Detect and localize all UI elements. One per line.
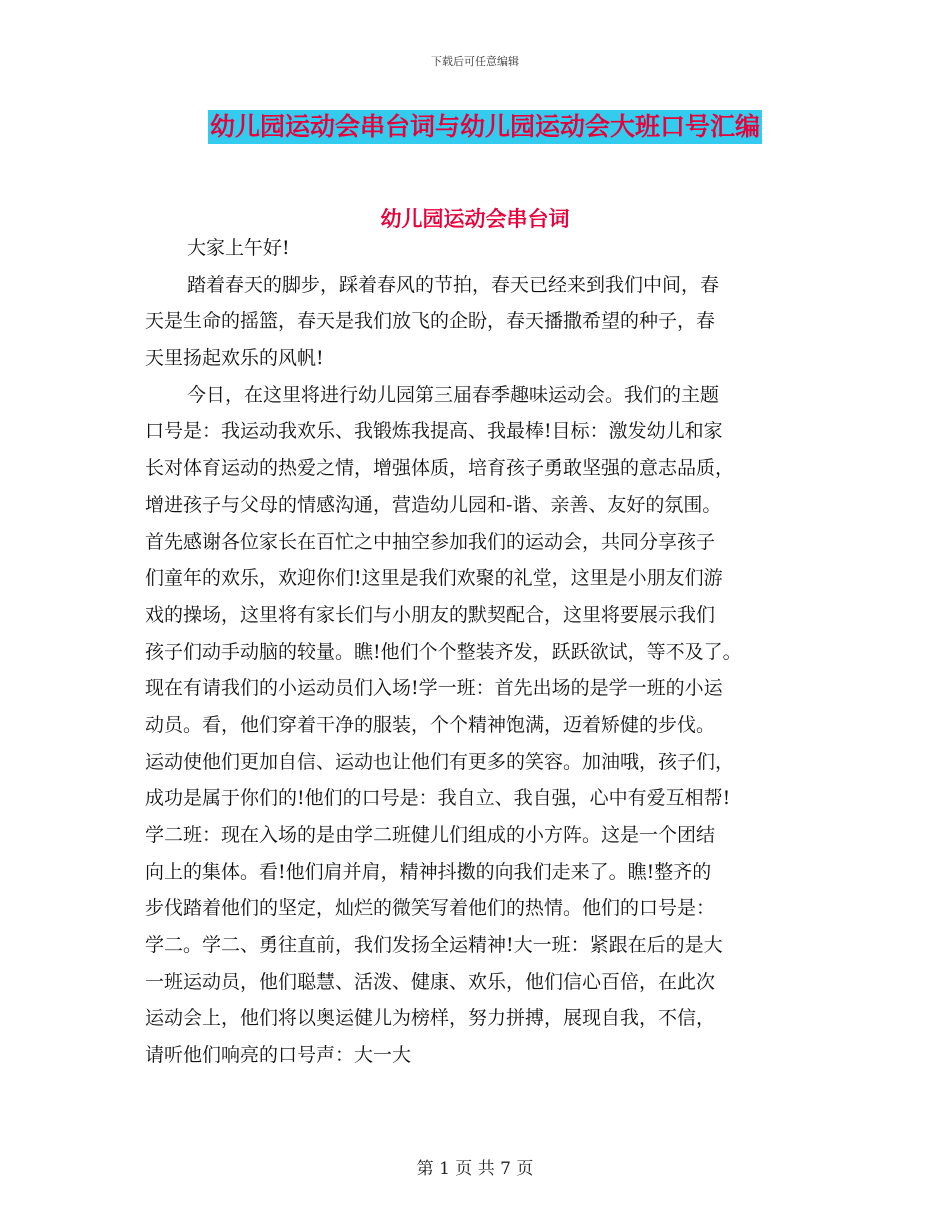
paragraph-line: 今日，在这里将进行幼儿园第三届春季趣味运动会。我们的主题: [187, 383, 720, 406]
paragraph-line: 向上的集体。看!他们肩并肩，精神抖擞的向我们走来了。瞧!整齐的: [145, 860, 712, 883]
body-text: [145, 230, 835, 1074]
section-title: 幼儿园运动会串台词: [380, 207, 570, 231]
paragraph-line: 天里扬起欢乐的风帆!: [145, 347, 324, 370]
paragraph-line: 学二班：现在入场的是由学二班健儿们组成的小方阵。这是一个团结: [145, 824, 716, 846]
paragraph-line: 学二。学二、勇往直前，我们发扬全运精神!大一班：紧跟在后的是大: [145, 934, 723, 957]
paragraph-line: 增进孩子与父母的情感沟通，营造幼儿园和-谐、亲善、友好的氛围。: [145, 493, 722, 516]
paragraph-line: 口号是：我运动我欢乐、我锻炼我提高、我最棒!目标：激发幼儿和家: [145, 420, 723, 443]
paragraph-line: 运动会上，他们将以奥运健儿为榜样，努力拼搏，展现自我，不信，: [145, 1007, 716, 1030]
paragraph-line: 首先感谢各位家长在百忙之中抽空参加我们的运动会，共同分享孩子: [145, 530, 716, 553]
paragraph-line: 一班运动员，他们聪慧、活泼、健康、欢乐，他们信心百倍，在此次: [145, 970, 716, 993]
paragraph-line: 动员。看，他们穿着干净的服装，个个精神饱满，迈着矫健的步伐。: [145, 713, 716, 736]
page-header-note: 下载后可任意编辑: [431, 55, 519, 68]
page-number: 第 1 页 共 7 页: [416, 1159, 534, 1179]
paragraph-line: 现在有请我们的小运动员们入场!学一班：首先出场的是学一班的小运: [145, 677, 723, 700]
paragraph-line: 请听他们响亮的口号声：大一大: [145, 1044, 412, 1067]
paragraph-line: 戏的操场，这里将有家长们与小朋友的默契配合，这里将要展示我们: [145, 603, 716, 626]
document-title: 幼儿园运动会串台词与幼儿园运动会大班口号汇编: [208, 110, 762, 144]
paragraph-line: 大家上午好!: [187, 237, 290, 259]
paragraph-line: 天是生命的摇篮，春天是我们放飞的企盼，春天播撒希望的种子，春: [145, 310, 716, 333]
paragraph-line: 孩子们动手动脑的较量。瞧!他们个个整装齐发，跃跃欲试，等不及了。: [145, 640, 742, 663]
paragraph-line: 踏着春天的脚步，踩着春风的节拍，春天已经来到我们中间，春: [187, 273, 720, 296]
paragraph-line: 步伐踏着他们的坚定，灿烂的微笑写着他们的热情。他们的口号是：: [145, 897, 716, 920]
paragraph-line: 成功是属于你们的!他们的口号是：我自立、我自强，心中有爱互相帮!: [145, 787, 731, 810]
paragraph-line: 们童年的欢乐，欢迎你们!这里是我们欢聚的礼堂，这里是小朋友们游: [145, 567, 723, 590]
paragraph-line: 运动使他们更加自信、运动也让他们有更多的笑容。加油哦，孩子们，: [145, 750, 735, 773]
paragraph-line: 长对体育运动的热爱之情，增强体质，培育孩子勇敢坚强的意志品质，: [145, 457, 735, 480]
